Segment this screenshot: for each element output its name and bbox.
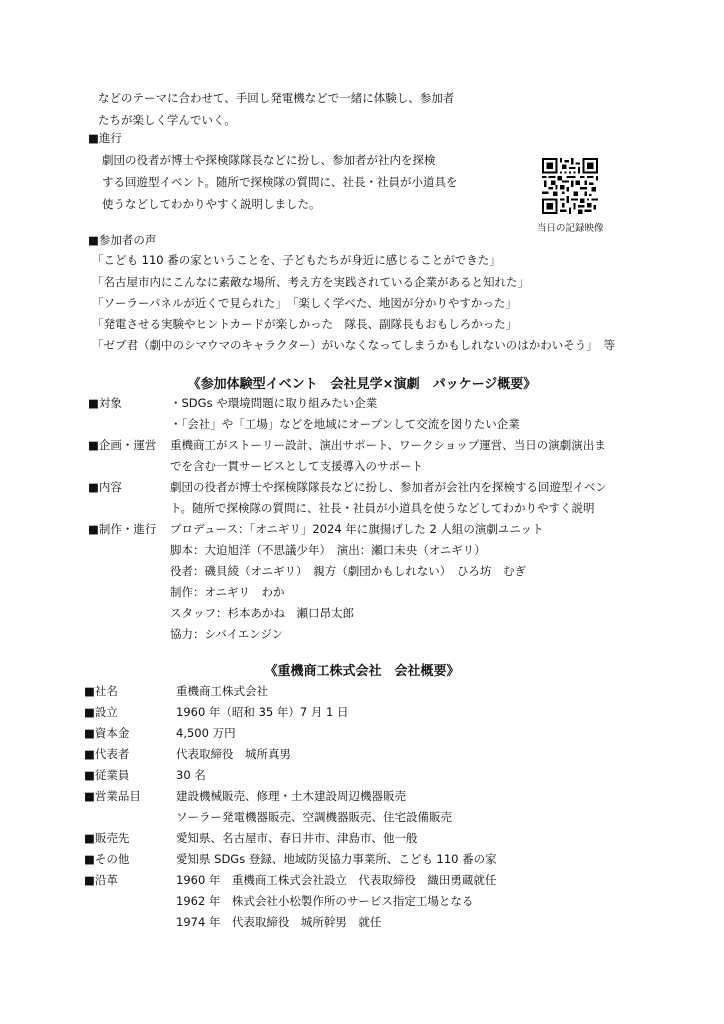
company-key-founded: ■設立 xyxy=(84,705,118,719)
progress-line-2: する回遊型イベント。随所で探検隊の質問に、社長・社員が小道具を xyxy=(102,175,458,189)
voice-1: 「こども 110 番の家ということを、子どもたちが身近に感じることができた」 xyxy=(92,253,501,267)
voice-2: 「名古屋市内にこんなに素敵な場所、考え方を実践されている企業があると知れた」 xyxy=(92,275,529,289)
company-key-history: ■沿革 xyxy=(84,873,118,887)
voice-5: 「ゼブ君（劇中のシマウマのキャラクター）がいなくなってしまうかもしれないのはかわいそう」 等 xyxy=(92,338,616,352)
intro-line-2: たちが楽しく学んでいく。 xyxy=(98,113,236,127)
event-production-1: プロデュース：「オニギリ」2024 年に旗揚げした 2 人組の演劇ユニット xyxy=(170,522,544,536)
company-capital: 4,500 万円 xyxy=(176,726,236,740)
qr-caption: 当日の記録映像 xyxy=(537,223,604,234)
company-key-products: ■営業品目 xyxy=(84,789,141,803)
company-founded: 1960 年（昭和 35 年）7 月 1 日 xyxy=(176,705,349,719)
company-customers: 愛知県、名古屋市、春日井市、津島市、他一般 xyxy=(176,831,418,845)
company-products-1: 建設機械販売、修理・土木建設周辺機器販売 xyxy=(176,789,406,803)
qr-code[interactable] xyxy=(542,158,598,214)
event-production-2: 脚本：大迫旭洋（不思議少年） 演出：瀬口未央（オニギリ） xyxy=(170,543,486,557)
voice-3: 「ソーラーパネルが近くで見られた」 「楽しく学べた、地図が分かりやすかった」 xyxy=(92,296,517,310)
event-overview-title: 《参加体験型イベント 会社見学×演劇 パッケージ概要》 xyxy=(187,377,537,392)
company-key-name: ■社名 xyxy=(84,684,118,698)
event-key-planning: ■企画・運営 xyxy=(88,438,157,452)
event-planning-1: 重機商工がストーリー設計、演出サポート、ワークショップ運営、当日の演劇演出ま xyxy=(170,438,606,452)
company-other: 愛知県 SDGs 登録、地域防災協力事業所、こども 110 番の家 xyxy=(176,852,497,866)
company-key-customers: ■販売先 xyxy=(84,831,130,845)
company-key-capital: ■資本金 xyxy=(84,726,130,740)
event-target-1: ・SDGs や環境問題に取り組みたい企業 xyxy=(170,396,378,410)
company-key-other: ■その他 xyxy=(84,852,130,866)
progress-line-3: 使うなどしてわかりやすく説明しました。 xyxy=(102,197,321,211)
event-key-production: ■制作・進行 xyxy=(88,522,157,536)
event-production-4: 制作：オニギリ わか xyxy=(170,585,285,599)
progress-heading: ■進行 xyxy=(88,131,122,145)
company-name: 重機商工株式会社 xyxy=(176,684,268,698)
event-content-1: 劇団の役者が博士や探検隊隊長などに扮し、参加者が会社内を探検する回遊型イベン xyxy=(170,480,607,494)
company-employees: 30 名 xyxy=(176,768,206,782)
company-representative: 代表取締役 城所真男 xyxy=(176,747,291,761)
voice-4: 「発電させる実験やヒントカードが楽しかった 隊長、副隊長もおもしろかった」 xyxy=(92,317,518,331)
event-production-3: 役者：磯貝綾（オニギリ） 親方（劇団かもしれない） ひろ坊 むぎ xyxy=(170,564,527,578)
company-history-1: 1960 年 重機商工株式会社設立 代表取締役 織田勇蔵就任 xyxy=(176,873,497,887)
event-key-content: ■内容 xyxy=(88,480,122,494)
company-overview-title: 《重機商工株式会社 会社概要》 xyxy=(264,664,460,679)
progress-line-1: 劇団の役者が博士や探検隊隊長などに扮し、参加者が社内を探検 xyxy=(102,153,436,167)
event-production-6: 協力：シバイエンジン xyxy=(170,627,284,641)
intro-line-1: などのテーマに合わせて、手回し発電機などで一緒に体験し、参加者 xyxy=(98,91,455,105)
event-content-2: ト。随所で探検隊の質問に、社長・社員が小道具を使うなどしてわかりやすく説明 xyxy=(170,501,595,515)
voices-heading: ■参加者の声 xyxy=(88,233,157,247)
company-history-2: 1962 年 株式会社小松製作所のサービス指定工場となる xyxy=(176,894,474,908)
event-planning-2: でを含む一貫サービスとして支援導入のサポート xyxy=(170,459,423,473)
event-target-2: ・「会社」や「工場」などを地域にオープンして交流を図りたい企業 xyxy=(170,417,520,431)
company-key-representative: ■代表者 xyxy=(84,747,130,761)
company-history-3: 1974 年 代表取締役 城所幹男 就任 xyxy=(176,915,382,929)
event-key-target: ■対象 xyxy=(88,396,122,410)
company-products-2: ソーラー発電機器販売、空調機器販売、住宅設備販売 xyxy=(176,810,452,824)
event-production-5: スタッフ：杉本あかね 瀬口昂太郎 xyxy=(170,606,354,620)
company-key-employees: ■従業員 xyxy=(84,768,130,782)
